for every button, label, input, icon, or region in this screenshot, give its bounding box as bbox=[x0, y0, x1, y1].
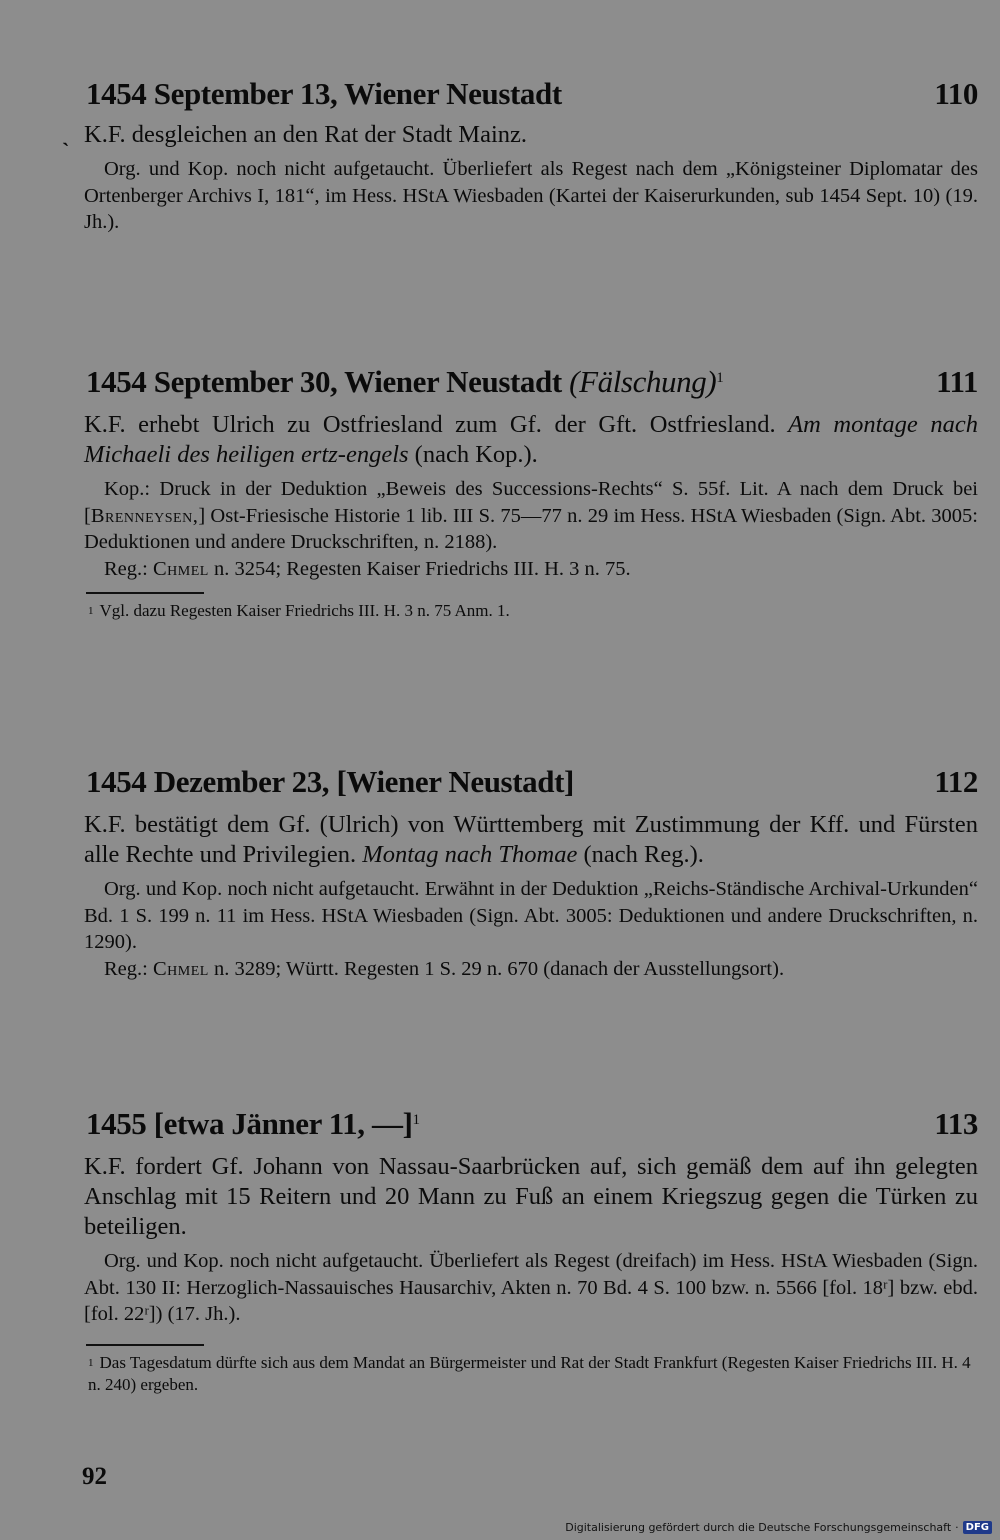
entry-summary bbox=[84, 810, 978, 870]
digitization-footer bbox=[565, 1521, 992, 1534]
summary-text: K.F. bestätigt dem Gf. (Ulrich) von Württemberg mit Zustimmung der Kff. und Fürsten alle Rechte und Privilegien. bbox=[84, 811, 978, 868]
entry-date-place: 1455 [etwa Jänner 11, —] bbox=[86, 1106, 413, 1141]
author-name: Chmel bbox=[152, 557, 209, 580]
footnote bbox=[88, 600, 978, 622]
footnote-text: Vgl. dazu Regesten Kaiser Friedrichs III. H. 3 n. 75 Anm. 1. bbox=[99, 601, 510, 620]
summary-source: (nach Reg.). bbox=[583, 841, 704, 868]
entry-summary bbox=[84, 410, 978, 470]
entry-notes bbox=[84, 156, 978, 236]
entry-112 bbox=[80, 762, 978, 982]
entry-number: 112 bbox=[934, 764, 978, 799]
entry-113 bbox=[80, 1104, 978, 1396]
entry-111 bbox=[80, 362, 978, 622]
note-text: Kop.: Druck in der Deduktion „Beweis des Successions-Rechts“ S. 55f. Lit. A nach dem Druck bei [ bbox=[84, 478, 978, 527]
dating-clause: Am montage nach Michaeli des heiligen ertz-engels bbox=[84, 411, 978, 468]
entry-number: 111 bbox=[936, 364, 978, 399]
entry-summary: K.F. desgleichen an den Rat der Stadt Mainz. bbox=[84, 121, 528, 148]
author-name: Chmel bbox=[152, 957, 209, 980]
footer-credit: Digitalisierung gefördert durch die Deutsche Forschungsgemeinschaft bbox=[565, 1521, 952, 1534]
footer-separator: · bbox=[955, 1521, 959, 1534]
note-text: ] Ost-Friesische Historie 1 lib. III S. 75—77 n. 29 im Hess. HStA Wiesbaden (Sign. Abt. 3005: Deduktionen und andere Druckschriften, n. 2188). bbox=[84, 504, 978, 553]
footnote-divider bbox=[86, 592, 204, 594]
footnote-mark: 1 bbox=[88, 1356, 94, 1369]
tradition-note: Org. und Kop. noch nicht aufgetaucht. Überliefert als Regest nach dem „Königsteiner Diplomatar des Ortenberger Archivs I, 181“, im Hess. HStA Wiesbaden (Kartei der Kaiserurkunden, sub 1454 Sept. 10) (19. Jh.). bbox=[84, 158, 978, 233]
summary-text: K.F. erhebt Ulrich zu Ostfriesland zum Gf. der Gft. Ostfriesland. bbox=[84, 411, 776, 438]
dating-clause: Montag nach Thomae bbox=[362, 841, 578, 868]
entry-date-place: 1454 September 13, Wiener Neustadt bbox=[86, 76, 562, 111]
entry-heading bbox=[80, 762, 978, 802]
footnote-ref: 1 bbox=[716, 370, 724, 386]
entry-summary: K.F. fordert Gf. Johann von Nassau-Saarbrücken auf, sich gemäß dem auf ihn gelegten Anschlag mit 15 Reitern und 20 Mann zu Fuß an einem Kriegszug gegen die Türken zu beteiligen. bbox=[84, 1153, 978, 1240]
footnote-mark: 1 bbox=[88, 605, 94, 617]
page-number: 92 bbox=[82, 1463, 107, 1490]
author-name: Brenneysen, bbox=[90, 504, 199, 527]
footnote-divider bbox=[86, 1344, 204, 1346]
entry-number: 113 bbox=[934, 1106, 978, 1141]
entry-notes bbox=[84, 876, 978, 982]
tradition-note: Org. und Kop. noch nicht aufgetaucht. Erwähnt in der Deduktion „Reichs-Ständische Archival-Urkunden“ Bd. 1 S. 199 n. 11 im Hess. HStA Wiesbaden (Sign. Abt. 3005: Deduktionen und andere Druckschriften, n. 1290). bbox=[84, 878, 978, 953]
note-text: Reg.: bbox=[104, 957, 153, 980]
note-text: n. 3289; Württ. Regesten 1 S. 29 n. 670 (danach der Ausstellungsort). bbox=[208, 957, 785, 980]
entry-heading bbox=[80, 74, 978, 114]
entry-heading bbox=[80, 362, 978, 402]
regest-note bbox=[84, 956, 978, 983]
footnote-text: Das Tagesdatum dürfte sich aus dem Mandat an Bürgermeister und Rat der Stadt Frankfurt (Regesten Kaiser Friedrichs III. H. 4 n. 240) ergeben. bbox=[88, 1352, 971, 1394]
entry-number: 110 bbox=[934, 76, 978, 111]
entry-110 bbox=[80, 74, 978, 236]
entry-notes bbox=[84, 476, 978, 582]
copy-note bbox=[84, 476, 978, 556]
margin-mark: ` bbox=[62, 138, 70, 163]
entry-heading bbox=[80, 1104, 978, 1144]
dfg-logo-icon: DFG bbox=[963, 1521, 992, 1534]
tradition-note: Org. und Kop. noch nicht aufgetaucht. Überliefert als Regest (dreifach) im Hess. HStA Wiesbaden (Sign. Abt. 130 II: Herzoglich-Nassauisches Hausarchiv, Akten n. 70 Bd. 4 S. 100 bzw. n. 5566 [fol. 18ʳ] bzw. ebd. [fol. 22ʳ]) (17. Jh.). bbox=[84, 1250, 978, 1325]
forgery-label: (Fälschung) bbox=[569, 364, 717, 399]
footnote bbox=[88, 1352, 978, 1396]
footnote-ref: 1 bbox=[412, 1112, 420, 1128]
entry-notes bbox=[84, 1248, 978, 1328]
entry-date-place: 1454 Dezember 23, [Wiener Neustadt] bbox=[86, 764, 574, 799]
note-text: Reg.: bbox=[104, 557, 153, 580]
summary-source: (nach Kop.). bbox=[414, 441, 538, 468]
entry-date-place: 1454 September 30, Wiener Neustadt bbox=[86, 364, 562, 399]
note-text: n. 3254; Regesten Kaiser Friedrichs III. H. 3 n. 75. bbox=[208, 557, 631, 580]
regest-note bbox=[84, 556, 978, 583]
